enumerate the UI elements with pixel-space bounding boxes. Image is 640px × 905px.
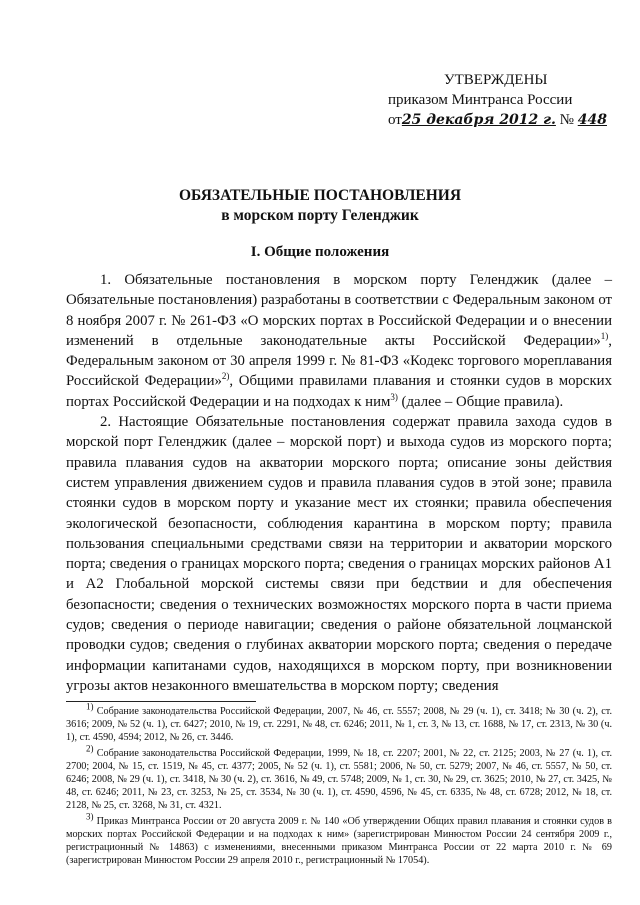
- footnote-text: Собрание законодательства Российской Федерации, 1999, № 18, ст. 2207; 2001, № 22, ст. 2125; 2003, № 27 (ч. 1), ст. 2700; 2004, № 15, ст. 1519, № 45, ст. 4377; 2005, № 52 (ч. 1), ст. 5581; 2006, № 50, ст. 5279; 2007, № 46, ст. 5557, № 50, ст. 6246; 2008, № 29 (ч. 1), ст. 3418, № 30 (ч. 2), ст. 3616, № 49, ст. 5748; 2009, № 1, ст. 30, № 29, ст. 3625; 2010, № 27, ст. 3425, № 48, ст. 6246; 2011, № 23, ст. 3253, № 25, ст. 3534, № 30 (ч. 1), ст. 4590, 4596, № 45, ст. 6335, № 48, ст. 6728; 2012, № 18, ст. 2128, № 25, ст. 3268, № 31, ст. 4321.: [66, 748, 612, 811]
- main-text: [66, 270, 612, 696]
- number-prefix: №: [559, 112, 574, 128]
- footnote-text: Приказ Минтранса России от 20 августа 2009 г. № 140 «Об утверждении Общих правил плавания и стоянки судов в морских портах Российской Федерации и на подходах к ним» (зарегистрирован Минюстом России 24 сентября 2009 г., регистрационный № 14863) с изменениями, внесенными приказом Минтранса России от 22 марта 2010 г. № 69 (зарегистрирован Минюстом России 29 апреля 2010 г., регистрационный № 17054).: [66, 816, 612, 866]
- approval-block: [388, 70, 618, 130]
- document-title: [0, 186, 640, 226]
- approval-heading: УТВЕРЖДЕНЫ: [444, 72, 548, 88]
- approval-date-line: [388, 110, 618, 130]
- footnotes: [66, 701, 612, 870]
- footnote-divider: [66, 701, 256, 702]
- footnote-text: Собрание законодательства Российской Федерации, 2007, № 46, ст. 5557; 2008, № 29 (ч. 1), ст. 3418; № 30 (ч. 2), ст. 3616; 2009, № 52 (ч. 1), ст. 6427; 2010, № 19, ст. 2291, № 48, ст. 6246; 2011, № 1, ст. 3, № 13, ст. 1688, № 17, ст. 2313, № 30 (ч. 1), ст. 4590, 4594; 2012, № 26, ст. 3446.: [66, 706, 612, 743]
- handwritten-number: 448: [577, 112, 607, 128]
- date-prefix: от: [388, 112, 402, 128]
- footnote-ref: 3): [390, 391, 398, 402]
- footnote-mark: 1): [86, 701, 94, 712]
- paragraph-2: [66, 412, 612, 696]
- paragraph-text: (далее – Общие правила).: [397, 393, 564, 410]
- paragraph-text: 1. Обязательные постановления в морском порту Геленджик (далее – Обязательные постановления) разработаны в соответствии с Федеральным законом от 8 ноября 2007 г. № 261-ФЗ «О морских портах в Российской Федерации и о внесении изменений в отдельные законодательные акты Российской Федерации»: [66, 272, 612, 349]
- footnote-mark: 2): [86, 743, 94, 754]
- footnote-mark: 3): [86, 811, 94, 822]
- handwritten-date: 25 декабря 2012 г.: [401, 112, 556, 128]
- approval-order-line: приказом Минтранса России: [388, 92, 573, 108]
- title-line-1: ОБЯЗАТЕЛЬНЫЕ ПОСТАНОВЛЕНИЯ: [178, 187, 462, 204]
- paragraph-text: 2. Настоящие Обязательные постановления содержат правила захода судов в морской порт Геленджик (далее – морской порт) и выхода судов из морского порта; правила плавания судов на акватории морского порта; описание зоны действия систем управления движением судов и правила плавания судов в этой зоне; правила стоянки судов в морском порту и указание мест их стоянки; правила обеспечения экологической безопасности, соблюдения карантина в морском порту; правила пользования специальными средствами связи на территории и акватории морского порта; сведения о границах морского порта; сведения о границах морских районов А1 и А2 Глобальной морской системы связи при бедствии и для обеспечения безопасности; сведения о технических возможностях морского порта в части приема судов; сведения о периоде навигации; сведения о районе обязательной лоцманской проводки судов; сведения о глубинах акватории морского порта; сведения о передаче информации капитанами судов, находящихся в морском порту, при возникновении угрозы актов незаконного вмешательства в морском порту; сведения: [66, 414, 612, 694]
- footnote-3: [66, 811, 612, 867]
- footnote-2: [66, 743, 612, 812]
- paragraph-1: [66, 270, 612, 412]
- section-heading: I. Общие положения: [250, 244, 390, 260]
- footnote-ref: 1): [600, 330, 609, 341]
- footnote-ref: 2): [221, 371, 230, 382]
- paragraph-text: , Общими правилами плавания и стоянки судов в морских портах Российской Федерации и на подходах к ним: [66, 373, 612, 410]
- title-line-2: в морском порту Геленджик: [221, 207, 419, 224]
- paragraph-text: , Федеральным законом от 30 апреля 1999 г. № 81-ФЗ «Кодекс торгового мореплавания Российской Федерации»: [66, 332, 612, 390]
- footnote-1: [66, 701, 612, 744]
